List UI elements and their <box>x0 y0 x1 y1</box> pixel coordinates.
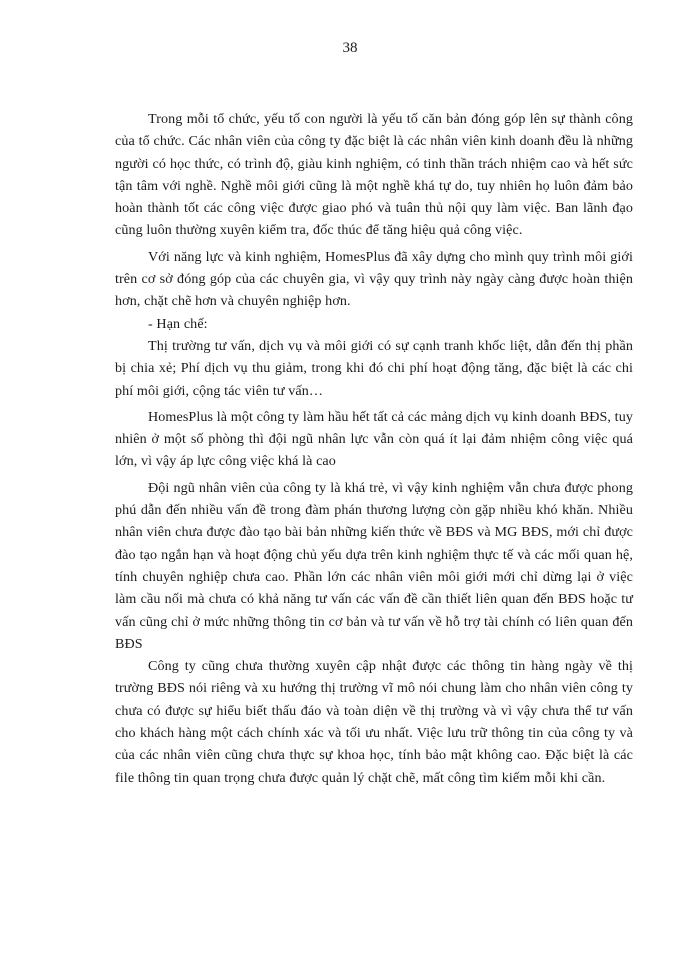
page-number: 38 <box>342 40 358 56</box>
paragraph-human-factor: Trong mỗi tổ chức, yếu tố con người là yếu tố căn bản đóng góp lên sự thành công của tổ chức. Các nhân viên của công ty đặc biệt là các nhân viên kinh doanh đều là những người có học thức, có trình độ, giàu kinh nghiệm, có tinh thần trách nhiệm cao và hết sức tận tâm với nghề. Nghề môi giới cũng là một nghề khá tự do, tuy nhiên họ luôn đảm bảo hoàn thành tốt các công việc được giao phó và tuân thủ nội quy làm việc. Ban lãnh đạo cũng luôn thường xuyên kiểm tra, đốc thúc để tăng hiệu quả công việc. <box>115 111 633 239</box>
paragraph-young-staff: Đội ngũ nhân viên của công ty là khá trẻ, vì vậy kinh nghiệm vẫn chưa được phong phú dẫn đến nhiều vấn đề trong đàm phán thương lượng còn gặp nhiều khó khăn. Nhiều nhân viên chưa được đào tạo bài bản những kiến thức về BĐS và MG BĐS, mới chỉ được đào tạo ngắn hạn và hoạt động chủ yếu dựa trên kinh nghiệm thực tế và các mối quan hệ, tính chuyên nghiệp chưa cao. Phần lớn các nhân viên môi giới mới chỉ dừng lại ở việc làm cầu nối mà chưa có khả năng tư vấn các vấn đề cần thiết liên quan đến BĐS hoặc tư vấn cũng chỉ ở mức những thông tin cơ bản và tư vấn về hỗ trợ tài chính có liên quan đến BĐS <box>115 479 633 652</box>
paragraph-brokerage-process: Với năng lực và kinh nghiệm, HomesPlus đã xây dựng cho mình quy trình môi giới trên cơ sở đóng góp của các chuyên gia, vì vậy quy trình này ngày càng được hoàn thiện hơn, chặt chẽ hơn và chuyên nghiệp hơn. <box>115 248 633 310</box>
paragraph-market-competition: Thị trường tư vấn, dịch vụ và môi giới có sự cạnh tranh khốc liệt, dẫn đến thị phần bị chia xẻ; Phí dịch vụ thu giảm, trong khi đó chi phí hoạt động tăng, đặc biệt là các chi phí môi giới, cộng tác viên tư vấn… <box>115 337 633 399</box>
document-body <box>115 108 633 789</box>
paragraph-limitations-heading: - Hạn chế: <box>148 315 208 332</box>
paragraph-workload: HomesPlus là một công ty làm hầu hết tất cả các mảng dịch vụ kinh doanh BĐS, tuy nhiên ở một số phòng thì đội ngũ nhân lực vẫn còn quá ít lại đảm nhiệm công việc quá lớn, vì vậy áp lực công việc khá là cao <box>115 408 633 470</box>
paragraph-information-updates: Công ty cũng chưa thường xuyên cập nhật được các thông tin hàng ngày về thị trường BĐS nói riêng và xu hướng thị trường vĩ mô nói chung làm cho nhân viên công ty chưa có được sự hiểu biết thấu đáo và toàn diện về thị trường và vì vậy chưa thể tư vấn cho khách hàng một cách chính xác và tối ưu nhất. Việc lưu trữ thông tin của công ty và của các nhân viên cũng chưa thực sự khoa học, tính bảo mật không cao. Đặc biệt là các file thông tin quan trọng chưa được quản lý chặt chẽ, mất công tìm kiếm mỗi khi cần. <box>115 658 633 786</box>
